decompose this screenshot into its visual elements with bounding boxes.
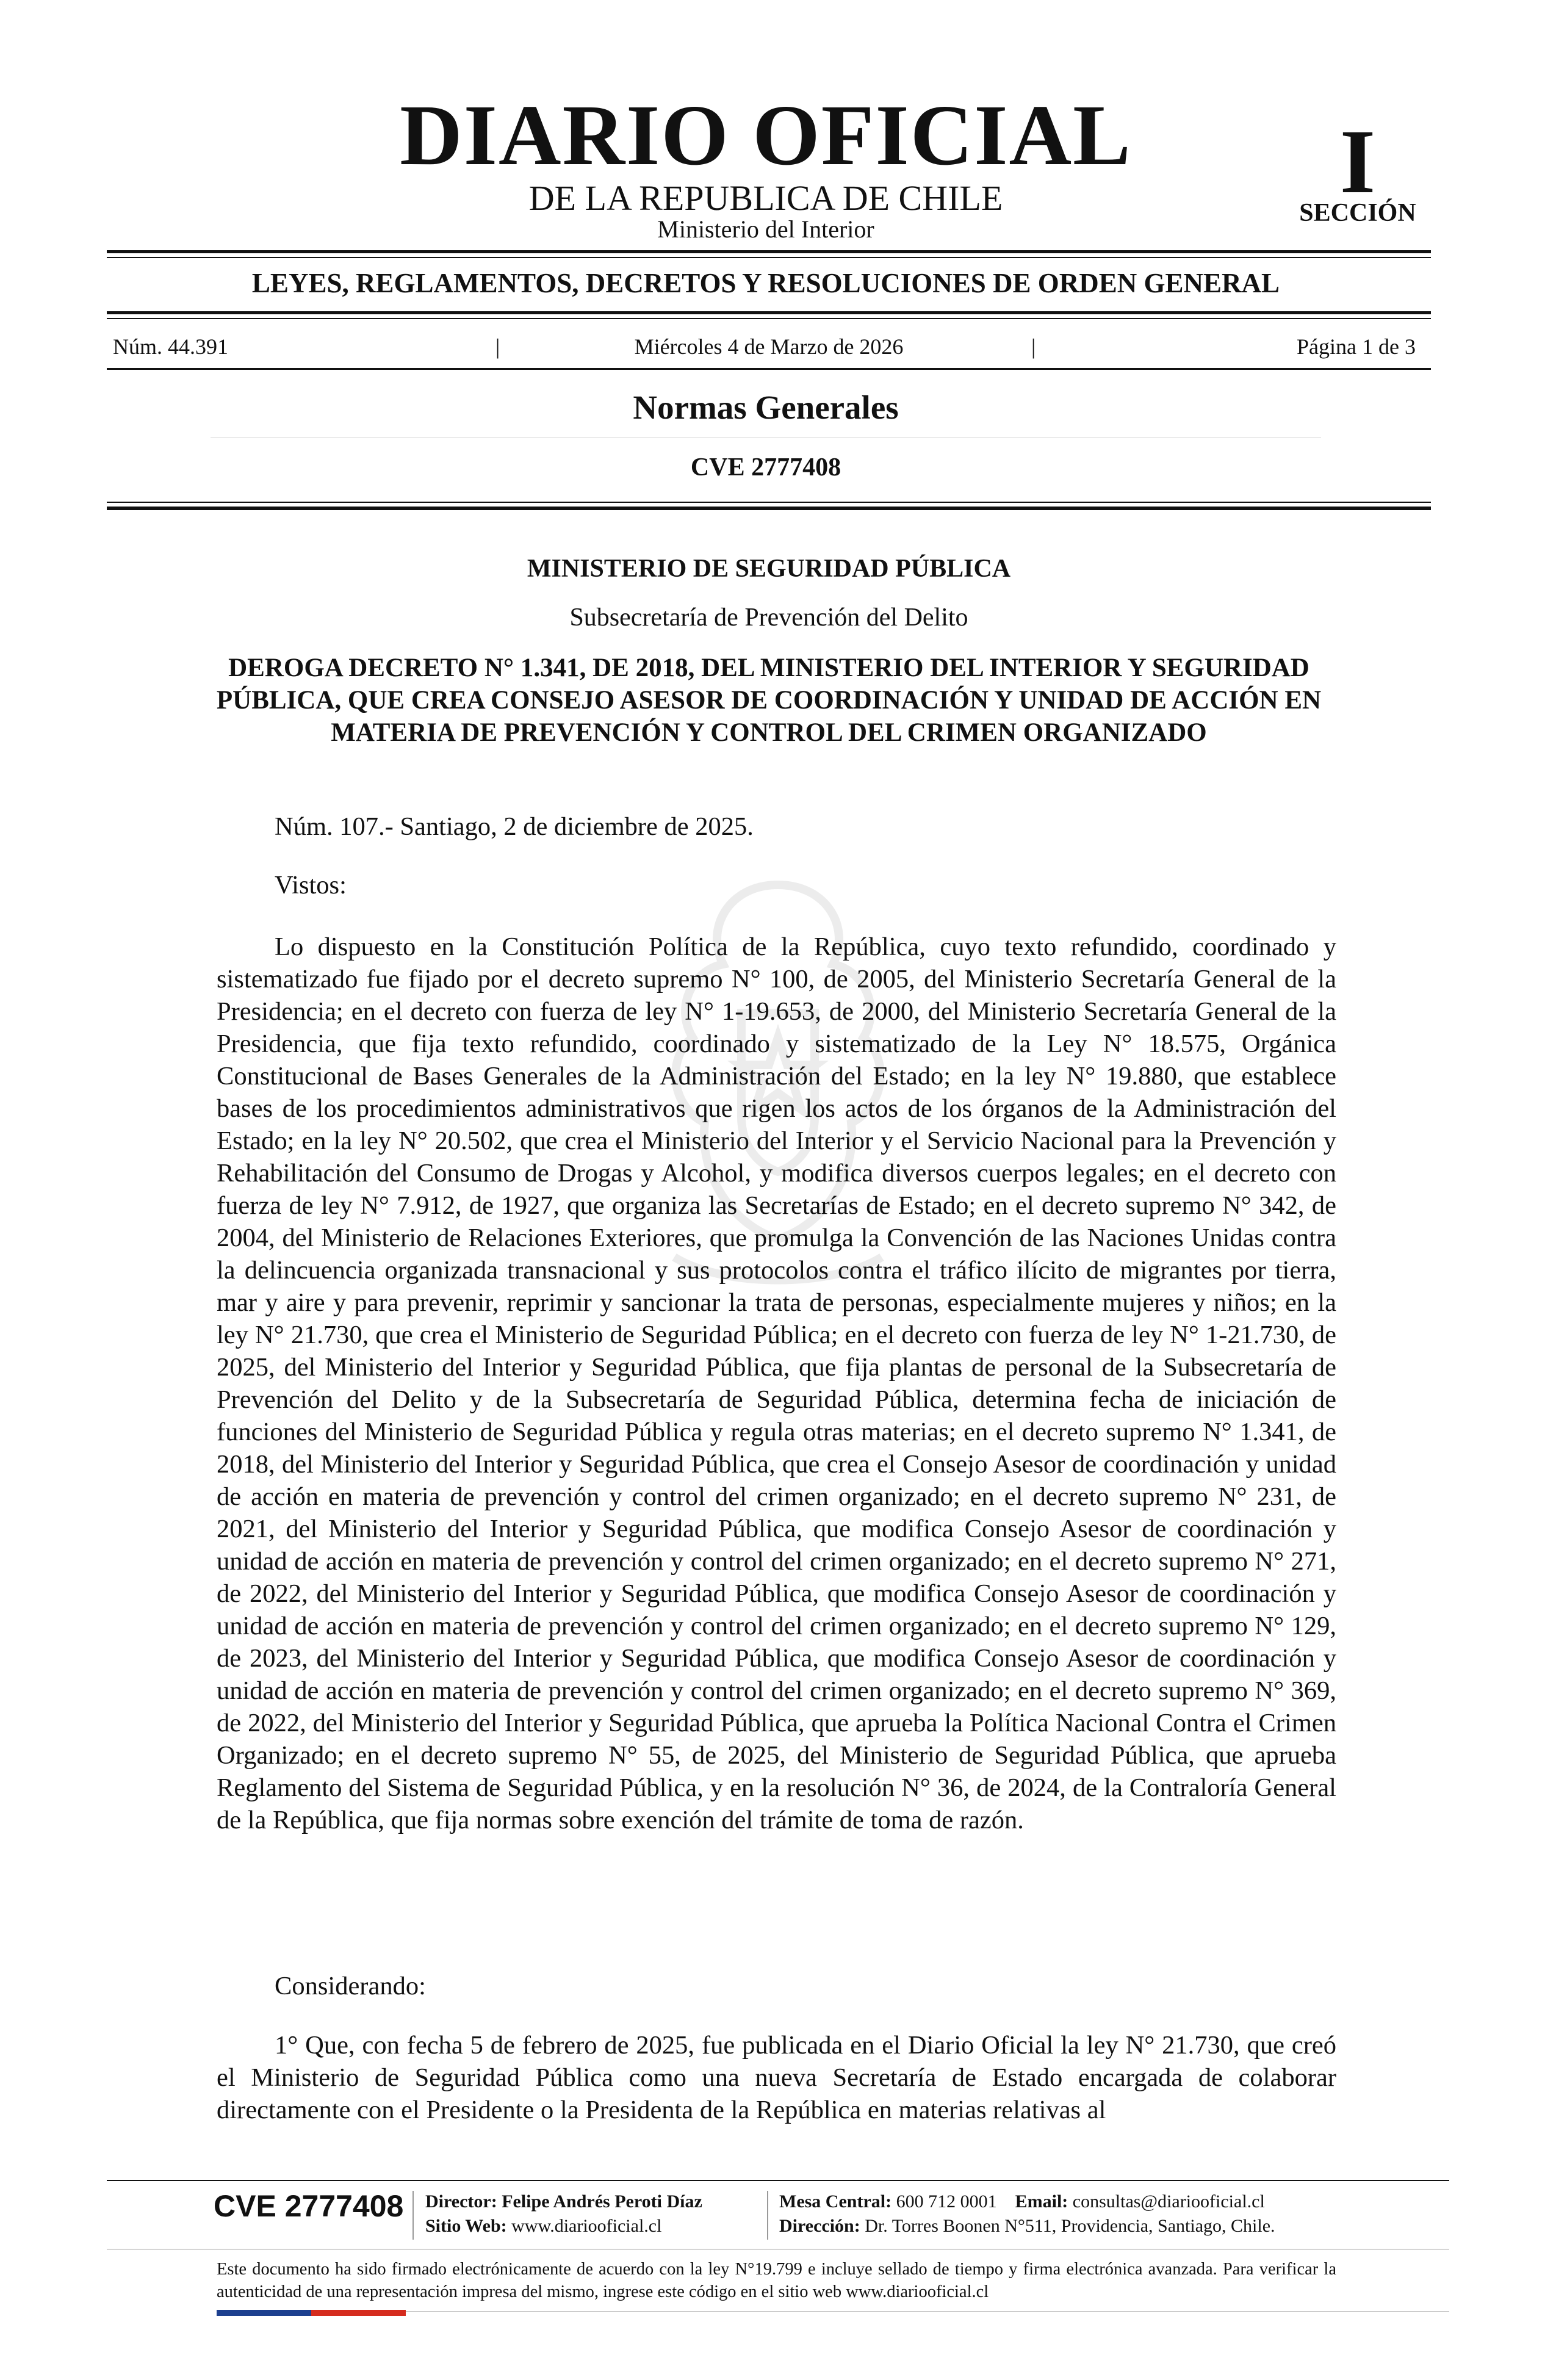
masthead-title: DIARIO OFICIAL <box>400 87 1132 183</box>
info-separator-left: | <box>495 334 500 359</box>
banner-rule-thick <box>107 311 1431 314</box>
direccion-label: Dirección: <box>779 2216 860 2236</box>
ministry-name: MINISTERIO DE SEGURIDAD PÚBLICA <box>527 555 1011 583</box>
footer-director-block <box>425 2190 767 2238</box>
director-value: Felipe Andrés Peroti Díaz <box>502 2191 702 2212</box>
footer-contact-block <box>779 2190 1365 2238</box>
considerando-paragraph-1: 1° Que, con fecha 5 de febrero de 2025, fue publicada en el Diario Oficial la ley N° 21.730, que creó el Ministerio de Seguridad Pública como una nueva Secretaría de Estado encargada de colaborar directamente con el Presidente o la Presidenta de la República en materias relativas al <box>217 2031 1336 2124</box>
site-link[interactable]: www.diariooficial.cl <box>511 2216 662 2236</box>
info-separator-right: | <box>1031 334 1036 359</box>
footer-rule-top <box>107 2180 1449 2181</box>
section-number: I <box>1339 111 1376 212</box>
masthead-ministry: Ministerio del Interior <box>657 215 874 243</box>
footer-cve-code: CVE 2777408 <box>214 2189 404 2223</box>
section-label: SECCIÓN <box>1299 199 1416 227</box>
masthead-subtitle: DE LA REPUBLICA DE CHILE <box>528 178 1003 218</box>
decree-title: DEROGA DECRETO N° 1.341, DE 2018, DEL MINISTERIO DEL INTERIOR Y SEGURIDAD PÚBLICA, QUE CREA CONSEJO ASESOR DE COORDINACIÓN Y UNIDAD DE ACCIÓN EN MATERIA DE PREVENCIÓN Y CONTROL DEL CRIMEN ORGANIZADO <box>216 654 1322 747</box>
direccion-value: Dr. Torres Boonen N°511, Providencia, Santiago, Chile. <box>865 2216 1275 2236</box>
banner-rule-thin <box>107 318 1431 319</box>
chile-flag-bar <box>217 2308 406 2314</box>
considerando-heading: Considerando: <box>275 1972 426 2000</box>
mesa-label: Mesa Central: <box>779 2191 892 2212</box>
mesa-value: 600 712 0001 <box>896 2191 997 2212</box>
banner-heading: LEYES, REGLAMENTOS, DECRETOS Y RESOLUCIONES DE ORDEN GENERAL <box>251 268 1280 298</box>
flag-bar-blue <box>217 2310 311 2316</box>
email-link[interactable]: consultas@diariooficial.cl <box>1072 2191 1265 2212</box>
cve-rule-thick <box>107 507 1431 510</box>
section-heading: Normas Generales <box>633 389 899 426</box>
footer-legal-note: Este documento ha sido firmado electrónicamente de acuerdo con la ley N°19.799 e incluye sellado de tiempo y firma electrónica avanzada. Para verificar la autenticidad de una representación impresa del mismo, ingrese este código en el sitio web www.diariooficial.cl <box>217 2260 1336 2301</box>
masthead-rule-thin <box>107 257 1431 258</box>
issue-number: Núm. 44.391 <box>113 334 228 359</box>
email-label: Email: <box>1015 2191 1068 2212</box>
masthead-rule-thick <box>107 250 1431 253</box>
vistos-paragraph: Lo dispuesto en la Constitución Política de la República, cuyo texto refundido, coordinado y sistematizado fue fijado por el decreto supremo N° 100, de 2005, del Ministerio Secretaría General de la Presidencia; en el decreto con fuerza de ley N° 1-19.653, de 2000, del Ministerio Secretaría General de la Presidencia, que fija texto refundido, coordinado y sistematizado de la Ley N° 18.575, Orgánica Constitucional de Bases Generales de la Administración del Estado; en la ley N° 19.880, que establece bases de los procedimientos administrativos que rigen los actos de los órganos de la Administración del Estado; en la ley N° 20.502, que crea el Ministerio del Interior y el Servicio Nacional para la Prevención y Rehabilitación del Consumo de Drogas y Alcohol, y modifica diversos cuerpos legales; en el decreto con fuerza de ley N° 7.912, de 1927, que organiza las Secretarías de Estado; en el decreto supremo N° 342, de 2004, del Ministerio de Relaciones Exteriores, que promulga la Convención de las Naciones Unidas contra la delincuencia organizada transnacional y sus protocolos contra el tráfico ilícito de migrantes por tierra, mar y aire y para prevenir, reprimir y sancionar la trata de personas, especialmente mujeres y niños; en la ley N° 21.730, que crea el Ministerio de Seguridad Pública; en el decreto con fuerza de ley N° 1-21.730, de 2025, del Ministerio del Interior y Seguridad Pública, que fija plantas de personal de la Subsecretaría de Prevención del Delito y de la Subsecretaría de Seguridad Pública, determina fecha de iniciación de funciones del Ministerio de Seguridad Pública y regula otras materias; en el decreto supremo N° 1.341, de 2018, del Ministerio del Interior y Seguridad Pública, que crea el Consejo Asesor de coordinación y unidad de acción en materia de prevención y control del crimen organizado; en el decreto supremo N° 231, de 2021, del Ministerio del Interior y Seguridad Pública, que modifica Consejo Asesor de coordinación y unidad de acción en materia de prevención y control del crimen organizado; en el decreto supremo N° 271, de 2022, del Ministerio del Interior y Seguridad Pública, que modifica Consejo Asesor de coordinación y unidad de acción en materia de prevención y control del crimen organizado; en el decreto supremo N° 129, de 2023, del Ministerio del Interior y Seguridad Pública, que modifica Consejo Asesor de coordinación y unidad de acción en materia de prevención y control del crimen organizado; en el decreto supremo N° 369, de 2022, del Ministerio del Interior y Seguridad Pública, que aprueba la Política Nacional Contra el Crimen Organizado; en el decreto supremo N° 55, de 2025, del Ministerio de Seguridad Pública, que aprueba Reglamento del Sistema de Seguridad Pública, y en la resolución N° 36, de 2024, de la Contraloría General de la República, que fija normas sobre exención del trámite de toma de razón. <box>217 932 1336 1834</box>
site-label: Sitio Web: <box>425 2216 507 2236</box>
issue-date: Miércoles 4 de Marzo de 2026 <box>634 334 904 359</box>
vistos-heading: Vistos: <box>275 871 347 900</box>
footer-divider-1 <box>412 2191 414 2240</box>
info-rule <box>107 368 1431 370</box>
flag-bar-red <box>311 2310 406 2316</box>
cve-rule-thin <box>107 502 1431 503</box>
decree-number-line: Núm. 107.- Santiago, 2 de diciembre de 2025. <box>275 812 754 841</box>
page-indicator: Página 1 de 3 <box>1297 334 1416 359</box>
director-label: Director: <box>425 2191 497 2212</box>
footer-rule-bottom <box>406 2311 1449 2312</box>
footer-divider-2 <box>767 2191 768 2240</box>
subsecretariat-name: Subsecretaría de Prevención del Delito <box>569 604 968 632</box>
cve-code: CVE 2777408 <box>690 453 841 481</box>
